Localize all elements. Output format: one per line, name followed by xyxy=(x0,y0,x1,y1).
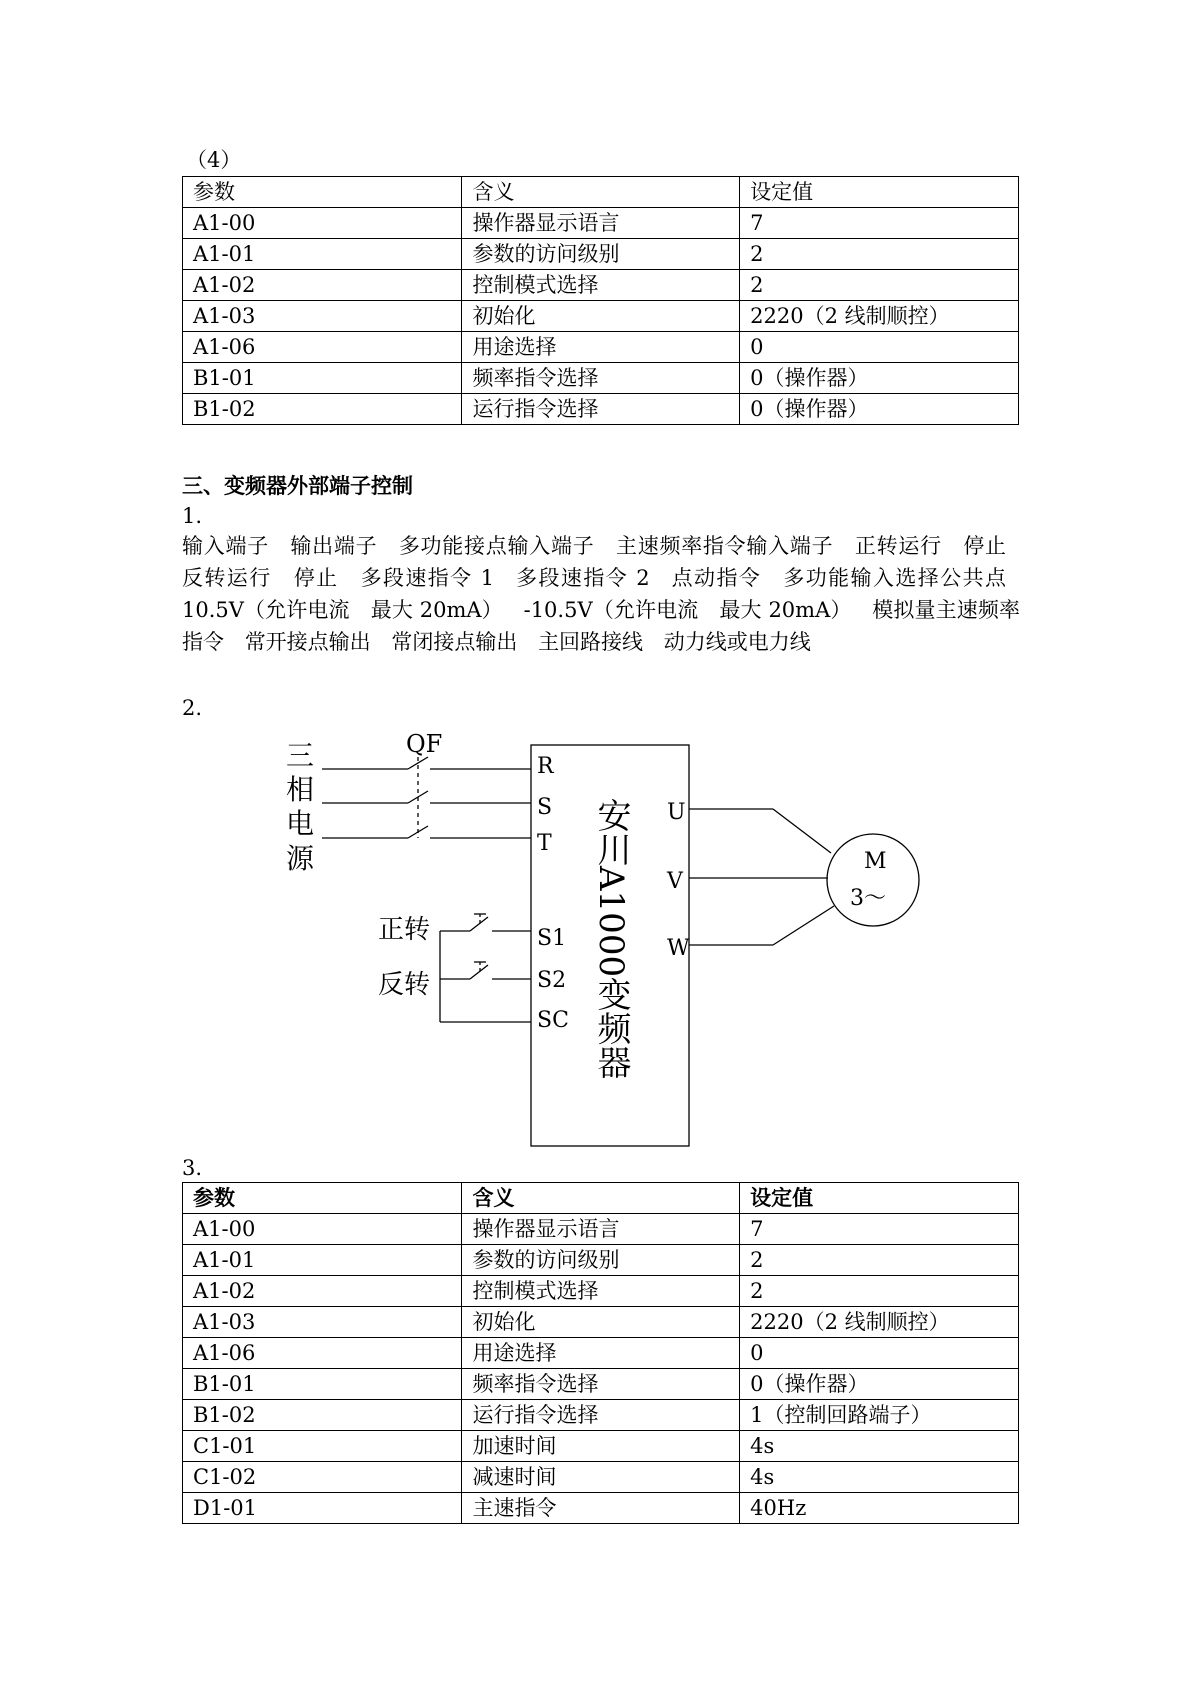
section-heading: 三、变频器外部端子控制 xyxy=(182,474,413,498)
table-cell: A1-01 xyxy=(183,1245,462,1276)
table-cell: 2 xyxy=(740,239,1019,270)
table-cell: 2220（2 线制顺控） xyxy=(740,301,1019,332)
table-cell: A1-02 xyxy=(183,270,462,301)
table-cell: B1-02 xyxy=(183,1400,462,1431)
table-cell: A1-01 xyxy=(183,239,462,270)
table-cell: 参数的访问级别 xyxy=(462,1245,740,1276)
term: 正转运行 xyxy=(854,534,942,558)
table-cell: 7 xyxy=(740,208,1019,239)
control-terminal-label: S2 xyxy=(537,968,567,993)
table-cell: 操作器显示语言 xyxy=(462,1214,740,1245)
term: 常闭接点输出 xyxy=(391,630,518,654)
table-row xyxy=(183,1307,1019,1338)
table-cell: 2 xyxy=(740,270,1019,301)
table-cell: 2 xyxy=(740,1245,1019,1276)
table-cell: A1-06 xyxy=(183,332,462,363)
item-number-2: 2. xyxy=(182,696,203,720)
table-cell: 0（操作器） xyxy=(740,363,1019,394)
table-cell: C1-02 xyxy=(183,1462,462,1493)
term: 模拟量主速频率指令 xyxy=(182,598,1020,654)
header-cell: 参数 xyxy=(183,1183,462,1214)
item-number-3: 3. xyxy=(182,1156,203,1180)
inverter-name: 安川A1000变频器 xyxy=(591,798,631,1080)
power-label-char: 三 xyxy=(286,739,315,772)
term: 停止 xyxy=(963,534,1006,558)
header-cell: 设定值 xyxy=(740,177,1019,208)
table-cell: D1-01 xyxy=(183,1493,462,1524)
table-cell: A1-00 xyxy=(183,208,462,239)
table-row xyxy=(183,1276,1019,1307)
table-cell: A1-03 xyxy=(183,301,462,332)
table-header-row xyxy=(183,1183,1019,1214)
table-cell: 运行指令选择 xyxy=(462,394,740,425)
table-cell: 控制模式选择 xyxy=(462,270,740,301)
power-label-char: 相 xyxy=(286,773,315,806)
table-cell: 0（操作器） xyxy=(740,394,1019,425)
table-row xyxy=(183,1493,1019,1524)
motor-lines xyxy=(689,809,834,945)
table-cell: 0 xyxy=(740,332,1019,363)
table-cell: A1-03 xyxy=(183,1307,462,1338)
term: 动力线或电力线 xyxy=(663,630,811,654)
table-cell: A1-02 xyxy=(183,1276,462,1307)
table-row xyxy=(183,1245,1019,1276)
table-cell: 控制模式选择 xyxy=(462,1276,740,1307)
input-terminal-label: S xyxy=(537,795,553,820)
term: 多段速指令 2 xyxy=(516,566,650,590)
table-cell: 用途选择 xyxy=(462,332,740,363)
input-terminal-label: T xyxy=(537,831,552,856)
header-cell: 含义 xyxy=(462,177,740,208)
table-row xyxy=(183,1400,1019,1431)
table-cell: C1-01 xyxy=(183,1431,462,1462)
table-cell: 40Hz xyxy=(740,1493,1019,1524)
output-terminal-label: V xyxy=(667,869,683,894)
table-cell: 减速时间 xyxy=(462,1462,740,1493)
term: 主速频率指令输入端子 xyxy=(615,534,834,558)
term: 输入端子 xyxy=(182,534,269,558)
table-cell: 频率指令选择 xyxy=(462,1369,740,1400)
term: 点动指令 xyxy=(671,566,762,590)
table-cell: 4s xyxy=(740,1431,1019,1462)
table-cell: 参数的访问级别 xyxy=(462,239,740,270)
table-row xyxy=(183,1369,1019,1400)
item-number-1: 1. xyxy=(182,504,203,528)
header-cell: 参数 xyxy=(183,177,462,208)
section-marker: （4） xyxy=(186,148,242,172)
table-cell: 用途选择 xyxy=(462,1338,740,1369)
control-terminal-label: S1 xyxy=(537,926,567,951)
table-cell: 运行指令选择 xyxy=(462,1400,740,1431)
term: 10.5V（允许电流 最大 20mA） xyxy=(182,598,503,622)
table-cell: 1（控制回路端子） xyxy=(740,1400,1019,1431)
table-cell: 主速指令 xyxy=(462,1493,740,1524)
table-cell: B1-01 xyxy=(183,363,462,394)
table-row xyxy=(183,1338,1019,1369)
breaker-label: QF xyxy=(406,730,443,758)
term: 停止 xyxy=(293,566,339,590)
table-cell: 操作器显示语言 xyxy=(462,208,740,239)
table-cell: 2220（2 线制顺控） xyxy=(740,1307,1019,1338)
table-cell: 2 xyxy=(740,1276,1019,1307)
table-cell: 初始化 xyxy=(462,301,740,332)
header-cell: 设定值 xyxy=(740,1183,1019,1214)
term: -10.5V（允许电流 最大 20mA） xyxy=(523,598,852,622)
table-cell: 0 xyxy=(740,1338,1019,1369)
term: 主回路接线 xyxy=(538,630,644,654)
table-cell: 加速时间 xyxy=(462,1431,740,1462)
table-cell: 频率指令选择 xyxy=(462,363,740,394)
header-cell: 含义 xyxy=(462,1183,740,1214)
motor-label: M xyxy=(864,849,887,874)
power-label-char: 电 xyxy=(286,807,315,840)
motor-phase-label: 3～ xyxy=(850,886,886,911)
table-cell: 4s xyxy=(740,1462,1019,1493)
term: 反转运行 xyxy=(182,566,272,590)
table-cell: 0（操作器） xyxy=(740,1369,1019,1400)
term: 多功能输入选择公共点 xyxy=(783,566,1006,590)
table-row xyxy=(183,1214,1019,1245)
table-cell: B1-01 xyxy=(183,1369,462,1400)
table-cell: 初始化 xyxy=(462,1307,740,1338)
input-terminal-label: R xyxy=(537,754,554,779)
output-terminal-label: W xyxy=(667,936,690,961)
motor-circle xyxy=(827,834,919,926)
forward-label: 正转 xyxy=(378,915,431,945)
power-label-char: 源 xyxy=(286,842,315,875)
table-row xyxy=(183,1462,1019,1493)
table-cell: 7 xyxy=(740,1214,1019,1245)
parameter-table-2 xyxy=(182,1182,1019,1524)
control-terminal-label: SC xyxy=(537,1008,569,1033)
term: 多功能接点输入端子 xyxy=(398,534,595,558)
table-cell: A1-06 xyxy=(183,1338,462,1369)
table-cell: A1-00 xyxy=(183,1214,462,1245)
control-lines xyxy=(440,914,531,1022)
reverse-label: 反转 xyxy=(378,970,431,1000)
term: 常开接点输出 xyxy=(244,630,371,654)
table-cell: B1-02 xyxy=(183,394,462,425)
term: 多段速指令 1 xyxy=(360,566,495,590)
power-lines xyxy=(322,757,531,838)
output-terminal-label: U xyxy=(667,800,686,825)
table-row xyxy=(183,1431,1019,1462)
term: 输出端子 xyxy=(290,534,378,558)
